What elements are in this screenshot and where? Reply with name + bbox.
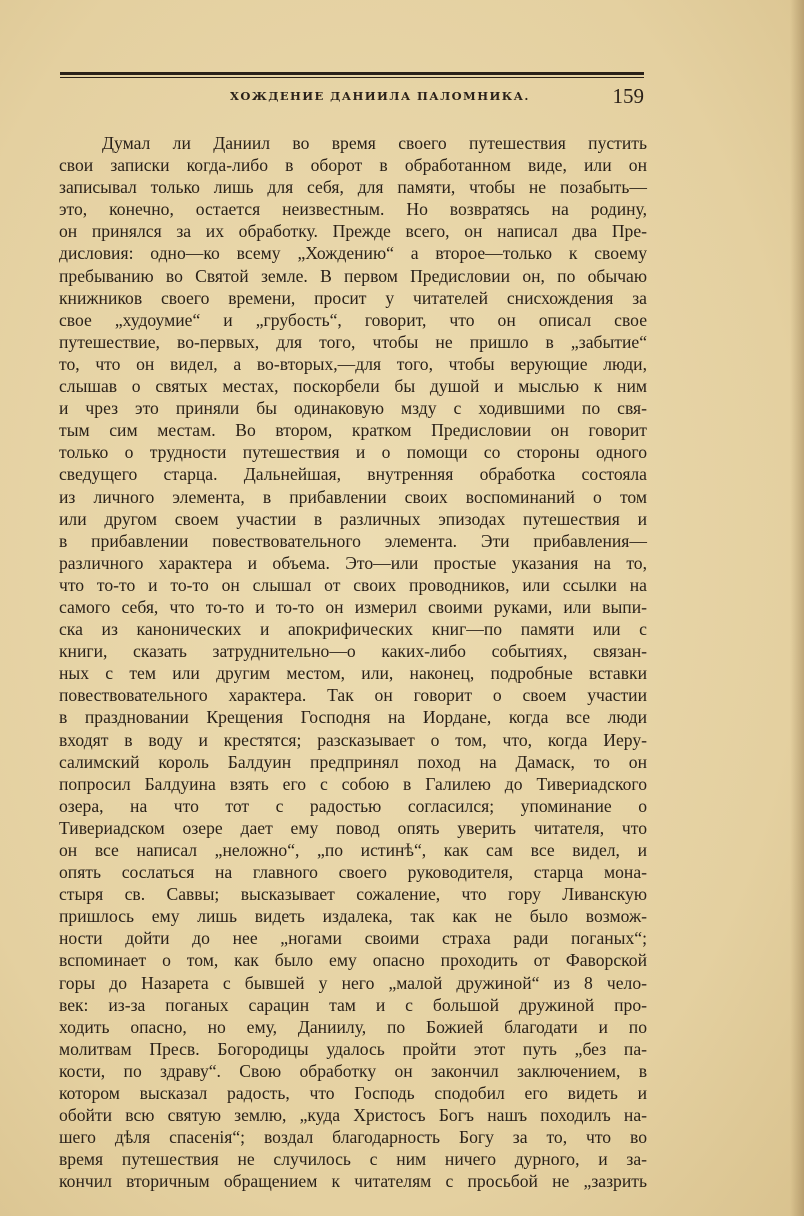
text-line: повествовательного характера. Так он говорит о своем участии (59, 685, 647, 706)
text-line: то, что он видел, а во-вторых,—для того, чтобы верующие люди, (59, 353, 647, 374)
text-line: и чрез это приняли бы одинаковую мзду с ходившими по свя- (59, 398, 647, 419)
running-title: ХОЖДЕНИЕ ДАНИИЛА ПАЛОМНИКА. (230, 89, 530, 103)
text-line: время путешествия не случилось с ним ничего дурного, и за- (59, 1149, 647, 1170)
text-line: входят в воду и крестятся; разсказывает о том, что, когда Иеру- (59, 729, 647, 750)
text-line: только о трудности путешествия и о помощи со стороны одного (59, 442, 647, 463)
running-header (60, 84, 644, 108)
text-line: дисловия: одно—ко всему „Хождению“ а второе—только к своему (59, 243, 647, 264)
text-line: свои записки когда-либо в оборот в обработанном виде, или он (59, 155, 647, 176)
text-line: сведущего старца. Дальнейшая, внутренняя обработка состояла (59, 464, 647, 485)
text-line: это, конечно, остается неизвестным. Но возвратясь на родину, (59, 199, 647, 220)
text-line: он все написал „неложно“, „по истинѣ“, как сам все видел, и (59, 840, 647, 860)
text-line: Думал ли Даниил во время своего путешествия пустить (102, 133, 647, 153)
text-line: в праздновании Крещения Господня на Иордане, когда все люди (59, 707, 647, 728)
page-number: 159 (612, 84, 644, 108)
text-line: он принялся за их обработку. Прежде всего, он написал два Пре- (59, 221, 647, 242)
text-line: в прибавлении повествовательного элемента. Эти прибавления— (59, 530, 647, 551)
text-line: кончил вторичным обращением к читателям с просьбой не „зазрить (59, 1171, 647, 1192)
body-text (59, 132, 647, 1193)
text-line: из личного элемента, в прибавлении своих воспоминаний о том (59, 486, 647, 507)
text-line: век: из-за поганых сарацин там и с большой дружиной про- (59, 994, 647, 1015)
text-line: вспоминает о том, как было ему опасно проходить от Фаворской (59, 950, 647, 971)
text-line: записывал только лишь для себя, для памяти, чтобы не позабыть— (59, 177, 647, 198)
text-line: свое „худоумие“ и „грубость“, говорит, что он описал свое (59, 309, 647, 330)
text-line: книги, сказать затруднительно—о каких-либо событиях, связан- (59, 641, 647, 662)
text-line: попросил Балдуина взять его с собою в Галилею до Тивериадского (59, 773, 647, 794)
text-line: Тивериадском озере дает ему повод опять уверить читателя, что (59, 817, 647, 838)
text-line: котором высказал радость, что Господь сподобил его видеть и (59, 1083, 647, 1104)
text-line: тым сим местам. Во втором, кратком Предисловии он говорит (59, 420, 647, 441)
text-line: шего дѣля спасенія“; воздал благодарность Богу за то, что во (59, 1127, 647, 1148)
text-line: ных с тем или другим местом, или, наконец, подробные вставки (59, 663, 647, 684)
text-line: пришлось ему лишь видеть издалека, так как не было возмож- (59, 906, 647, 927)
page-edge-shadow (790, 0, 804, 1216)
text-line: стыря св. Саввы; высказывает сожаление, что гору Ливанскую (59, 884, 647, 905)
text-line: озера, на что тот с радостью согласился; упоминание о (59, 795, 647, 816)
text-line: путешествие, во-первых, для того, чтобы не пришло в „забытие“ (59, 331, 647, 352)
text-line: горы до Назарета с бывшей у него „малой дружиной“ из 8 чело- (59, 972, 647, 993)
header-rule-thin (60, 77, 644, 78)
text-line: кости, по здраву“. Свою обработку он закончил заключением, в (59, 1060, 647, 1081)
text-line: опять сослаться на главного своего руководителя, старца мона- (59, 862, 647, 883)
text-line: или другом своем участии в различных эпизодах путешествия и (59, 508, 647, 529)
text-line: различного характера и объема. Это—или простые указания на то, (59, 552, 647, 573)
text-line: ходить опасно, но ему, Даниилу, по Божией благодати и по (59, 1016, 647, 1037)
text-line: молитвам Пресв. Богородицы удалось пройти этот путь „без па- (59, 1038, 647, 1059)
text-line: книжников своего времени, просит у читателей снисхождения за (59, 287, 647, 308)
text-line: обойти всю святую землю, „куда Христосъ Богъ нашъ походилъ на- (59, 1105, 647, 1126)
text-line: салимский король Балдуин предпринял поход на Дамаск, то он (59, 751, 647, 772)
text-line: ности дойти до нее „ногами своими страха ради поганых“; (59, 928, 647, 949)
text-line: слышав о святых местах, поскорбели бы душой и мыслью к ним (59, 376, 647, 397)
text-line: ска из канонических и апокрифических книг—по памяти или с (59, 619, 647, 640)
text-line: самого себя, что то-то и то-то он измерил своими руками, или выпи- (59, 596, 647, 617)
text-line: что то-то и то-то он слышал от своих проводников, или ссылки на (59, 574, 647, 595)
text-line: пребыванию во Святой земле. В первом Предисловии он, по обычаю (59, 265, 647, 286)
header-rule-thick (60, 72, 644, 75)
